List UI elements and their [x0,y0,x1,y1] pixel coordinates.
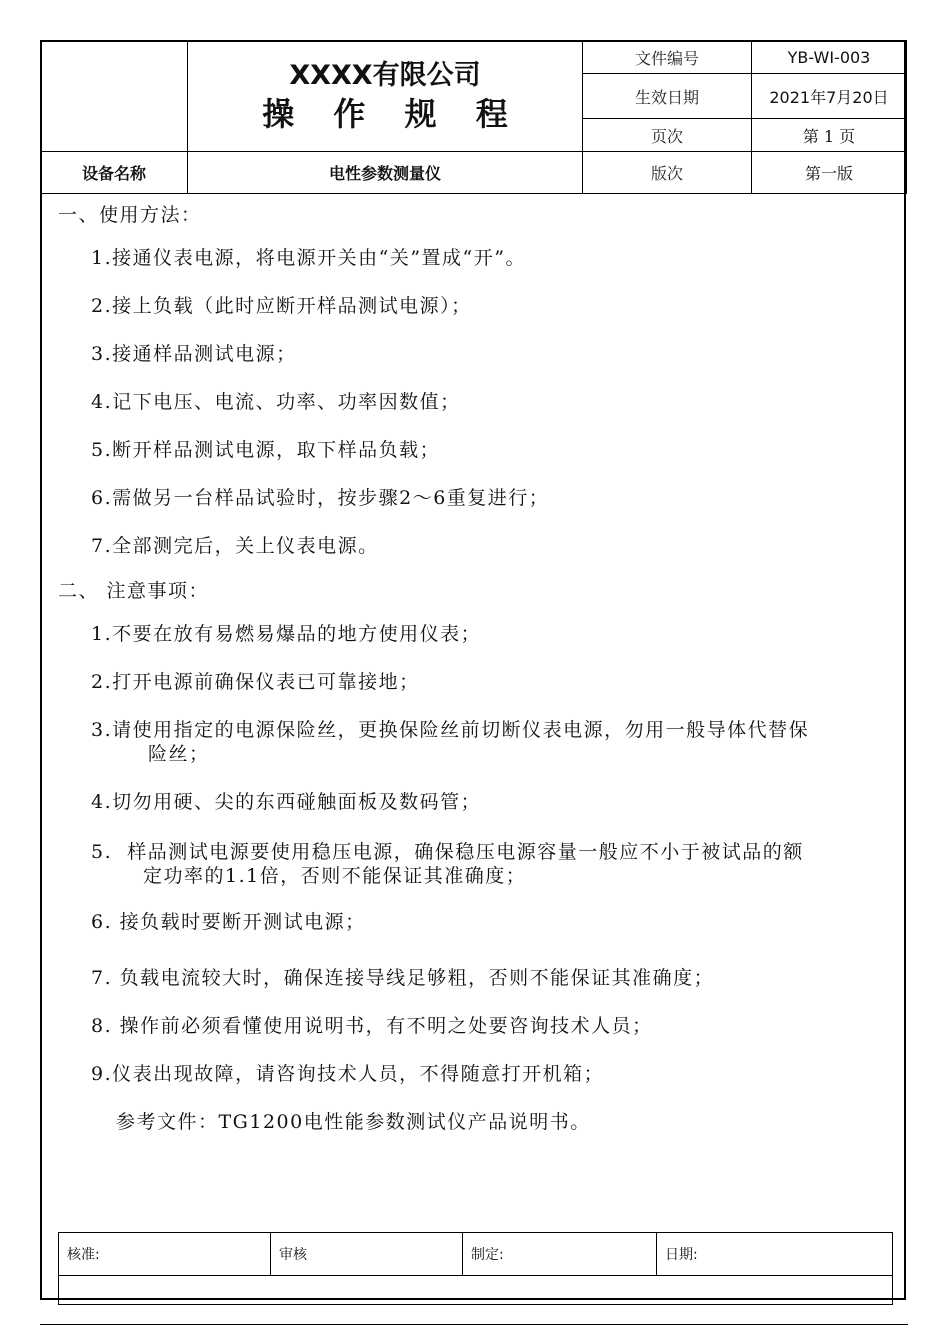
note-item [58,840,898,888]
version-value: 第一版 [752,152,907,194]
document-type: 操 作 规 程 [262,95,522,133]
equipment-name-label: 设备名称 [41,152,188,194]
logo-cell [41,41,188,152]
usage-item: 2.接上负载（此时应断开样品测试电源）； [91,295,472,317]
usage-item: 7.全部测完后，关上仪表电源。 [91,535,379,557]
file-number-label: 文件编号 [583,41,752,74]
note-item: 2.打开电源前确保仪表已可靠接地； [91,671,420,693]
title-cell [188,41,583,152]
note-item: 7. 负载电流较大时，确保连接导线足够粗，否则不能保证其准确度； [91,967,715,989]
note-item: 6. 接负载时要断开测试电源； [91,911,366,933]
document-header-table [40,40,907,194]
page-bottom-line [40,1324,908,1325]
note-item-line: 3.请使用指定的电源保险丝，更换保险丝前切断仪表电源，勿用一般导体代替保 [91,719,810,741]
page-number-value: 第 1 页 [752,119,907,152]
note-item-line: 5. 样品测试电源要使用稳压电源，确保稳压电源容量一般应不小于被试品的额 [91,841,804,863]
effective-date-label: 生效日期 [583,74,752,119]
reference-document: 参考文件：TG1200电性能参数测试仪产品说明书。 [116,1111,591,1133]
usage-item: 3.接通样品测试电源； [91,343,297,365]
usage-heading: 一、使用方法： [58,204,202,226]
note-item [58,718,898,766]
prepare-field: 制定: [463,1233,657,1276]
note-item: 9.仪表出现故障，请咨询技术人员，不得随意打开机箱； [91,1063,605,1085]
note-item: 4.切勿用硬、尖的东西碰触面板及数码管； [91,791,482,813]
page-number-label: 页次 [583,119,752,152]
note-item: 8. 操作前必须看懂使用说明书，有不明之处要咨询技术人员； [91,1015,653,1037]
usage-item: 6.需做另一台样品试验时，按步骤2～6重复进行； [91,487,550,509]
version-label: 版次 [583,152,752,194]
signoff-blank-row [59,1276,893,1305]
signoff-table [58,1232,893,1305]
review-field: 审核 [271,1233,463,1276]
approve-field: 核准: [59,1233,271,1276]
usage-item: 5.断开样品测试电源，取下样品负载； [91,439,441,461]
usage-item: 1.接通仪表电源，将电源开关由“关”置成“开”。 [91,247,526,269]
notes-list [58,622,898,1086]
effective-date-value: 2021年7月20日 [752,74,907,119]
usage-list [58,246,898,558]
notes-heading: 二、 注意事项： [58,580,210,602]
note-item: 1.不要在放有易燃易爆品的地方使用仪表； [91,623,482,645]
file-number-value: YB-WI-003 [752,41,907,74]
date-field: 日期: [657,1233,893,1276]
note-item-continuation: 险丝； [148,743,210,765]
procedure-body [58,198,898,1134]
note-item-continuation: 定功率的1.1倍，否则不能保证其准确度； [143,865,527,887]
usage-item: 4.记下电压、电流、功率、功率因数值； [91,391,461,413]
equipment-name-value: 电性参数测量仪 [188,152,583,194]
company-name: XXXX有限公司 [289,60,481,91]
